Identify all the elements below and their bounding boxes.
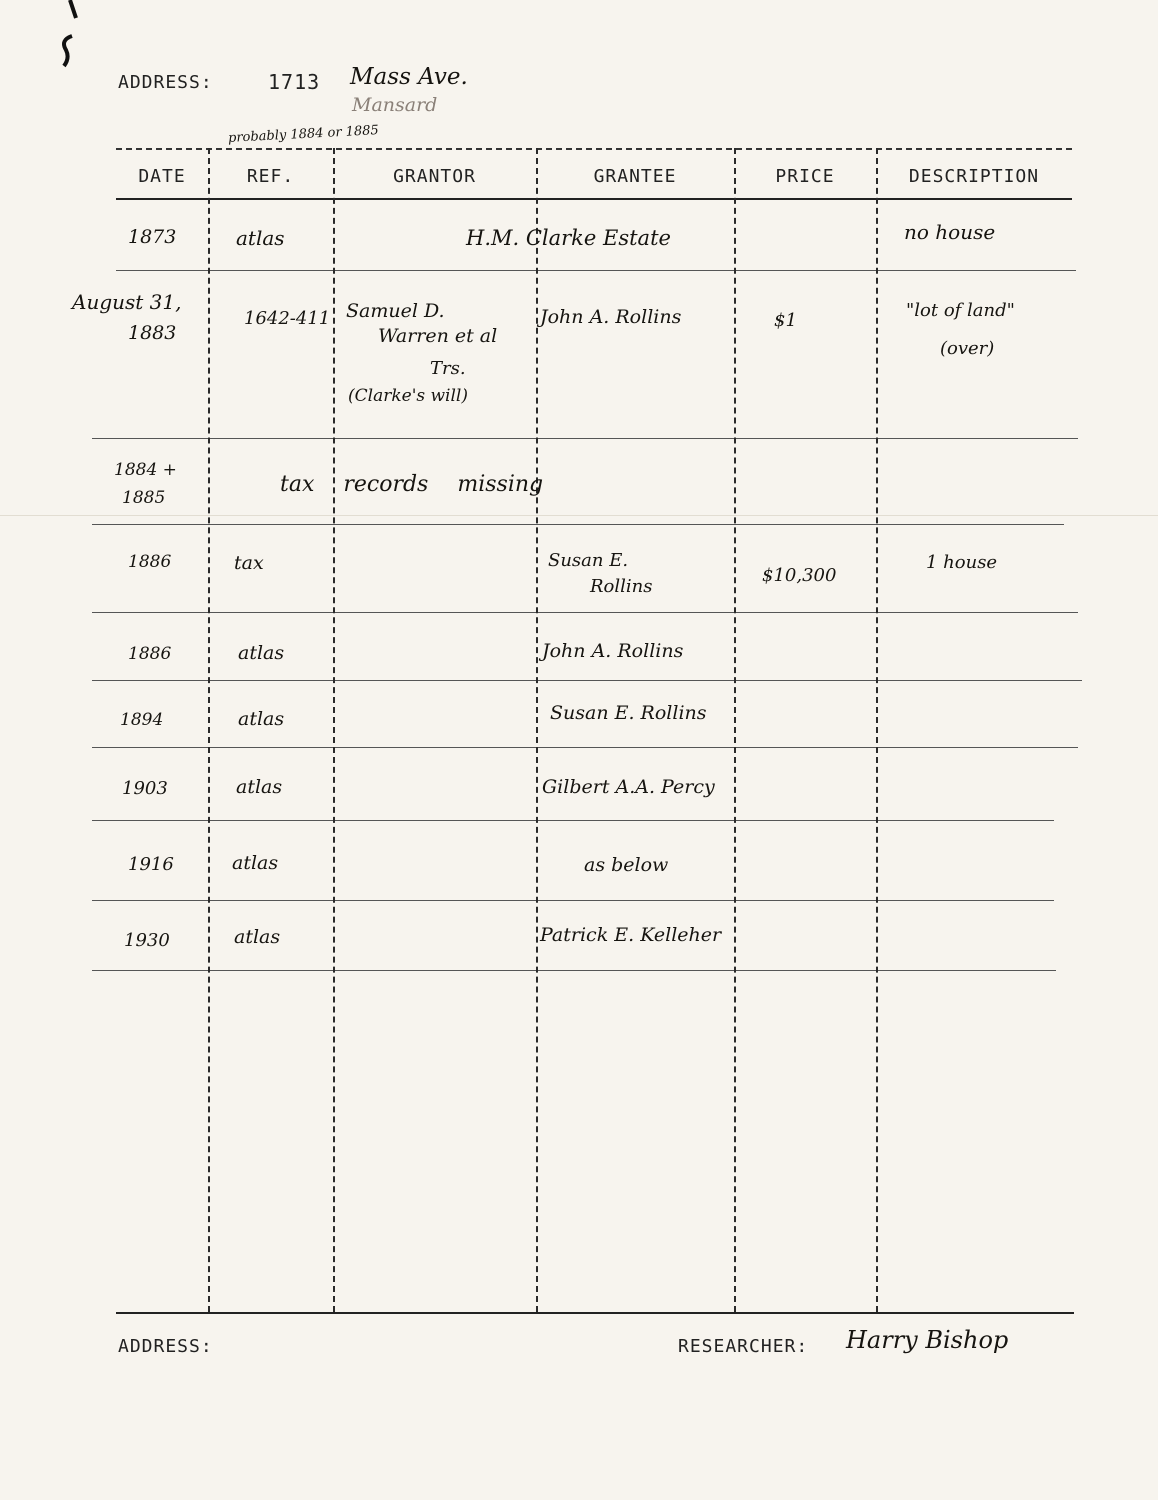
row-date: 1916 bbox=[128, 854, 174, 875]
row-grantor-line1: Samuel D. bbox=[346, 300, 445, 322]
column-rule bbox=[333, 148, 335, 1312]
row-grantor-line3: Trs. bbox=[430, 358, 466, 379]
row-divider bbox=[92, 438, 1078, 439]
row-ref: atlas bbox=[234, 926, 281, 948]
corner-mark bbox=[30, 0, 80, 70]
row-grantor: H.M. Clarke Estate bbox=[466, 226, 671, 250]
column-rule bbox=[536, 148, 538, 1312]
row-grantee-line2: Rollins bbox=[590, 576, 653, 597]
column-header-grantee: GRANTEE bbox=[593, 166, 677, 187]
column-header-description: DESCRIPTION bbox=[908, 166, 1040, 187]
row-grantee: Patrick E. Kelleher bbox=[540, 924, 722, 946]
row-date-line1: August 31, bbox=[72, 290, 182, 314]
row-grantor-line2: Warren et al bbox=[378, 325, 498, 347]
paper-fold-line bbox=[0, 515, 1158, 516]
row-ref: atlas bbox=[236, 776, 283, 798]
table-top-rule bbox=[116, 148, 1072, 150]
researcher-name: Harry Bishop bbox=[846, 1326, 1009, 1354]
row-date: 1873 bbox=[128, 226, 177, 248]
row-date-line1: 1884 + bbox=[114, 460, 177, 480]
address-number: 1713 bbox=[268, 70, 321, 94]
row-date-line2: 1885 bbox=[122, 488, 166, 508]
row-date: 1886 bbox=[128, 552, 172, 572]
row-grantee: Susan E. Rollins bbox=[550, 702, 707, 724]
row-price: $1 bbox=[774, 310, 797, 331]
row-date: 1894 bbox=[120, 710, 164, 730]
row-date: 1886 bbox=[128, 644, 172, 664]
row-ref: atlas bbox=[232, 852, 279, 874]
researcher-label: RESEARCHER: bbox=[678, 1336, 809, 1357]
address-street: Mass Ave. bbox=[350, 64, 468, 90]
row-ref: atlas bbox=[238, 642, 285, 664]
column-header-date: DATE bbox=[138, 166, 186, 187]
row-divider bbox=[92, 524, 1064, 525]
row-description-line2: (over) bbox=[940, 338, 995, 359]
row-date-line2: 1883 bbox=[128, 322, 177, 344]
address-label: ADDRESS: bbox=[118, 72, 213, 93]
row-description: no house bbox=[904, 220, 996, 244]
row-ref: tax bbox=[234, 552, 264, 574]
row-divider bbox=[92, 680, 1082, 681]
column-rule bbox=[876, 148, 878, 1312]
row-divider bbox=[92, 900, 1054, 901]
column-header-ref: REF. bbox=[246, 166, 295, 187]
row-note: tax records missing bbox=[280, 472, 544, 497]
column-header-price: PRICE bbox=[775, 166, 835, 187]
column-rule bbox=[734, 148, 736, 1312]
address-note: Mansard bbox=[352, 94, 438, 116]
footer-address-label: ADDRESS: bbox=[118, 1336, 213, 1357]
row-grantee: Gilbert A.A. Percy bbox=[542, 776, 715, 798]
row-description: 1 house bbox=[926, 552, 998, 573]
row-ref: 1642-411 bbox=[244, 308, 331, 329]
row-divider bbox=[92, 970, 1056, 971]
table-header-rule bbox=[116, 198, 1072, 200]
row-grantor-line4: (Clarke's will) bbox=[348, 386, 468, 406]
row-divider bbox=[92, 747, 1078, 748]
column-header-grantor: GRANTOR bbox=[393, 166, 476, 187]
table-bottom-rule bbox=[116, 1312, 1074, 1314]
row-divider bbox=[92, 612, 1078, 613]
row-grantee: John A. Rollins bbox=[540, 306, 682, 328]
row-ref: atlas bbox=[238, 708, 285, 730]
row-date: 1930 bbox=[124, 930, 170, 951]
row-ref: atlas bbox=[236, 226, 285, 250]
row-grantee: John A. Rollins bbox=[542, 640, 684, 662]
column-rule bbox=[208, 148, 210, 1312]
row-date: 1903 bbox=[122, 778, 168, 799]
row-grantee: as below bbox=[584, 854, 669, 876]
date-note: probably 1884 or 1885 bbox=[227, 123, 380, 146]
row-description-line1: "lot of land" bbox=[906, 300, 1015, 321]
row-divider bbox=[92, 820, 1054, 821]
row-price: $10,300 bbox=[762, 565, 837, 586]
row-grantee-line1: Susan E. bbox=[548, 550, 629, 571]
row-divider bbox=[116, 270, 1076, 271]
